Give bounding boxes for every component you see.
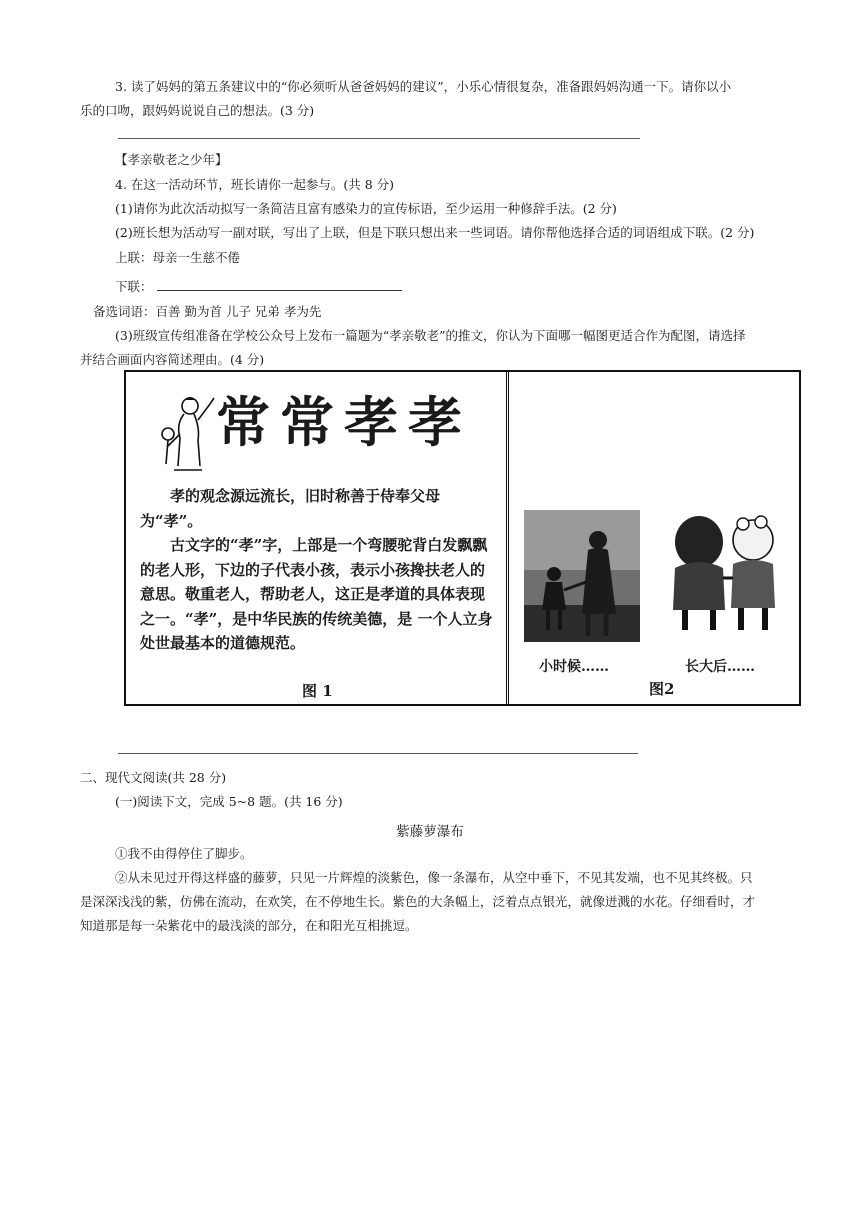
grown-up-cartoon [657, 512, 791, 638]
q4-part2: (2)班长想为活动写一副对联，写出了上联，但是下联只想出来一些词语。请你帮他选择合适的词语组成下联。(2 分) [115, 225, 755, 240]
part-2-header: 二、现代文阅读(共 28 分) [80, 770, 227, 785]
figure-1-paragraph-2: 古文字的“孝”字，上部是一个弯腰驼背白发飘飘的老人形，下边的子代表小孩，表示小孩搀扶老人的意思。敬重老人，帮助老人，这正是孝道的具体表现之一。“孝”，是中华民族的传统美德，是 一个人立身处世最基本的道德规范。 [140, 536, 493, 652]
q4-part3-line-1: (3)班级宣传组准备在学校公众号上发布一篇题为“孝亲敬老”的推文，你认为下面哪一幅图更适合作为配图，请选择 [115, 328, 746, 343]
lower-couplet-blank [157, 278, 402, 291]
lower-couplet-label: 下联： [115, 279, 153, 294]
figure-1-paragraph-1: 孝的观念源远流长，旧时称善于侍奉父母为“孝”。 [140, 487, 441, 530]
figure-2 [509, 372, 799, 704]
lower-couplet [115, 278, 402, 295]
candidate-words: 备选词语：百善 勤为首 儿子 兄弟 孝为先 [93, 304, 322, 319]
q4-part3-line-2: 并结合画面内容简述理由。(4 分) [80, 352, 265, 367]
q4-part1: (1)请你为此次活动拟写一条简洁且富有感染力的宣传标语，至少运用一种修辞手法。(2 分) [115, 201, 617, 216]
article-paragraph-1: ①我不由得停住了脚步。 [115, 846, 253, 861]
section-header: 【孝亲敬老之少年】 [115, 152, 228, 167]
upper-couplet: 上联：母亲一生慈不倦 [115, 250, 241, 265]
elder-child-illustration [154, 394, 216, 474]
article-paragraph-2-line-3: 知道那是每一朵紫花中的最浅淡的部分，在和阳光互相挑逗。 [80, 918, 418, 933]
article-paragraph-2-line-2: 是深深浅浅的紫，仿佛在流动，在欢笑，在不停地生长。紫色的大条幅上，泛着点点银光，就像迸溅的水花。仔细看时，才 [80, 894, 756, 909]
grown-up-caption: 长大后…… [685, 659, 755, 675]
answer-line-q3 [118, 138, 640, 139]
figure-1-caption: 图 1 [302, 682, 333, 700]
figure-1-title: 常常孝孝 [216, 390, 472, 454]
figure-1 [126, 372, 509, 704]
q3-line-2: 乐的口吻，跟妈妈说说自己的想法。(3 分) [80, 103, 315, 118]
answer-line-q4 [118, 753, 638, 754]
part-2-subheader: (一)阅读下文，完成 5~8 题。(共 16 分) [115, 794, 343, 809]
childhood-photo [524, 510, 640, 642]
childhood-caption: 小时候…… [539, 659, 609, 675]
figure-2-caption: 图2 [649, 680, 675, 698]
figure-1-text [140, 484, 495, 656]
article-paragraph-2-line-1: ②从未见过开得这样盛的藤萝，只见一片辉煌的淡紫色，像一条瀑布，从空中垂下，不见其发端，也不见其终极。只 [115, 870, 753, 885]
article-title: 紫藤萝瀑布 [396, 824, 464, 840]
q3-line-1: 3. 读了妈妈的第五条建议中的“你必须听从爸爸妈妈的建议”，小乐心情很复杂，准备跟妈妈沟通一下。请你以小 [115, 79, 732, 94]
figure-panel [124, 370, 801, 706]
q4-intro: 4. 在这一活动环节，班长请你一起参与。(共 8 分) [115, 177, 395, 192]
